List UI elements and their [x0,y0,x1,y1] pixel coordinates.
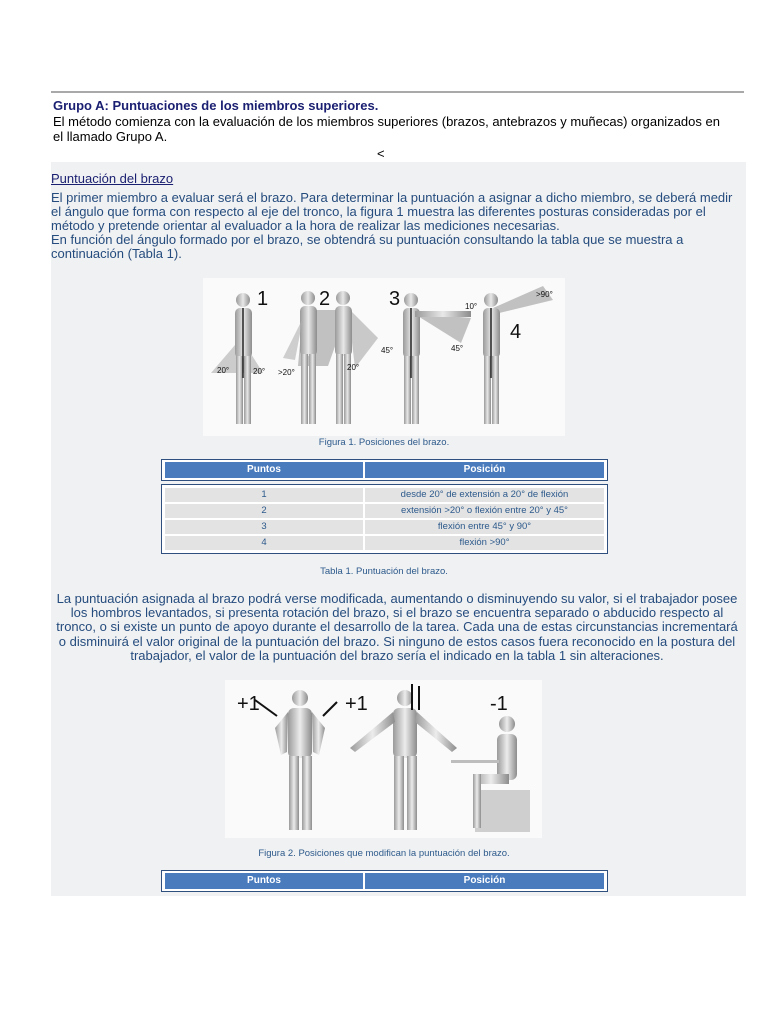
section-link-puntuacion-brazo[interactable]: Puntuación del brazo [51,171,174,186]
angle-label-4: 20° [347,363,360,372]
figure-1-caption: Figura 1. Posiciones del brazo. [318,437,450,448]
table-1-body [161,484,608,554]
header-posicion: Posición [365,873,604,889]
top-divider [51,91,744,93]
figure-number-2: 2 [319,288,331,310]
header-puntos: Puntos [165,462,363,478]
angle-label-2: 20° [253,367,266,376]
angle-label-8: >90° [536,290,553,299]
table-row [165,520,604,534]
figure-2-modifiers [225,680,542,838]
header-posicion: Posición [365,462,604,478]
cell-posicion: flexión >90° [365,536,604,550]
cell-puntos: 3 [165,520,363,534]
paragraph-3: La puntuación asignada al brazo podrá verse modificada, aumentando o disminuyendo su valor, si el trabajador posee los hombros levantados, si presenta rotación del brazo, si el brazo se encuentra separado o abducido respecto al tronco, o si existe un punto de apoyo durante el desarrollo de la tarea. Cada una de estas circunstancias incrementará o disminuirá el valor original de la puntuación del brazo. Si ninguno de estos casos fuera reconocido en la postura del trabajador, el valor de la puntuación del brazo sería el indicado en la tabla 1 sin alteraciones. [56,591,738,663]
table-row [165,504,604,518]
figure-2-illustration [225,680,542,838]
figure-1-illustration [203,278,565,436]
cell-puntos: 4 [165,536,363,550]
modifier-label-1: +1 [237,693,260,715]
paragraph-2: En función del ángulo formado por el brazo, se obtendrá su puntuación consultando la tabla que se muestra a continuación (Tabla 1). [51,232,684,261]
figure-person-seated [451,716,530,832]
cell-posicion: flexión entre 45° y 90° [365,520,604,534]
table-row [165,488,604,502]
figure-2-caption: Figura 2. Posiciones que modifican la puntuación del brazo. [258,848,510,859]
figure-number-3: 3 [389,288,401,310]
cell-puntos: 1 [165,488,363,502]
figure-person-2b [335,291,378,424]
angle-label-1: 20° [217,366,230,375]
modifier-label-2: +1 [345,693,368,715]
intro-text: El método comienza con la evaluación de los miembros superiores (brazos, antebrazos y muñecas) organizados en el llamado Grupo A. [53,114,720,144]
figure-1-arm-positions [203,278,565,436]
cell-posicion: extensión >20° o flexión entre 20° y 45° [365,504,604,518]
angle-label-3: >20° [278,368,295,377]
angle-label-5: 45° [381,346,394,355]
figure-person-shoulders [255,690,337,830]
table-2-header [161,870,608,892]
figure-number-1: 1 [257,288,269,310]
paragraph-1: El primer miembro a evaluar será el brazo. Para determinar la puntuación a asignar a dicho miembro, se deberá medir el ángulo que forma con respecto al eje del tronco, la figura 1 muestra las diferentes posturas consideradas por el método y pretende orientar al evaluador a la hora de realizar las mediciones necesarias. [51,190,733,233]
table-1-caption: Tabla 1. Puntuación del brazo. [320,566,448,577]
header-puntos: Puntos [165,873,363,889]
section-paragraph [51,191,743,261]
angle-label-6: 45° [451,344,464,353]
cell-posicion: desde 20° de extensión a 20° de flexión [365,488,604,502]
figure-person-1 [211,293,266,424]
figure-number-4: 4 [510,321,522,343]
figure-person-3 [403,293,471,424]
figure-person-4 [483,286,553,424]
cell-puntos: 2 [165,504,363,518]
angle-label-7: 10° [465,302,478,311]
table-row [165,536,604,550]
back-symbol[interactable]: < [377,146,385,161]
table-1-header [161,459,608,481]
modifier-label-3: -1 [490,693,508,715]
group-title: Grupo A: Puntuaciones de los miembros superiores. [53,98,379,113]
